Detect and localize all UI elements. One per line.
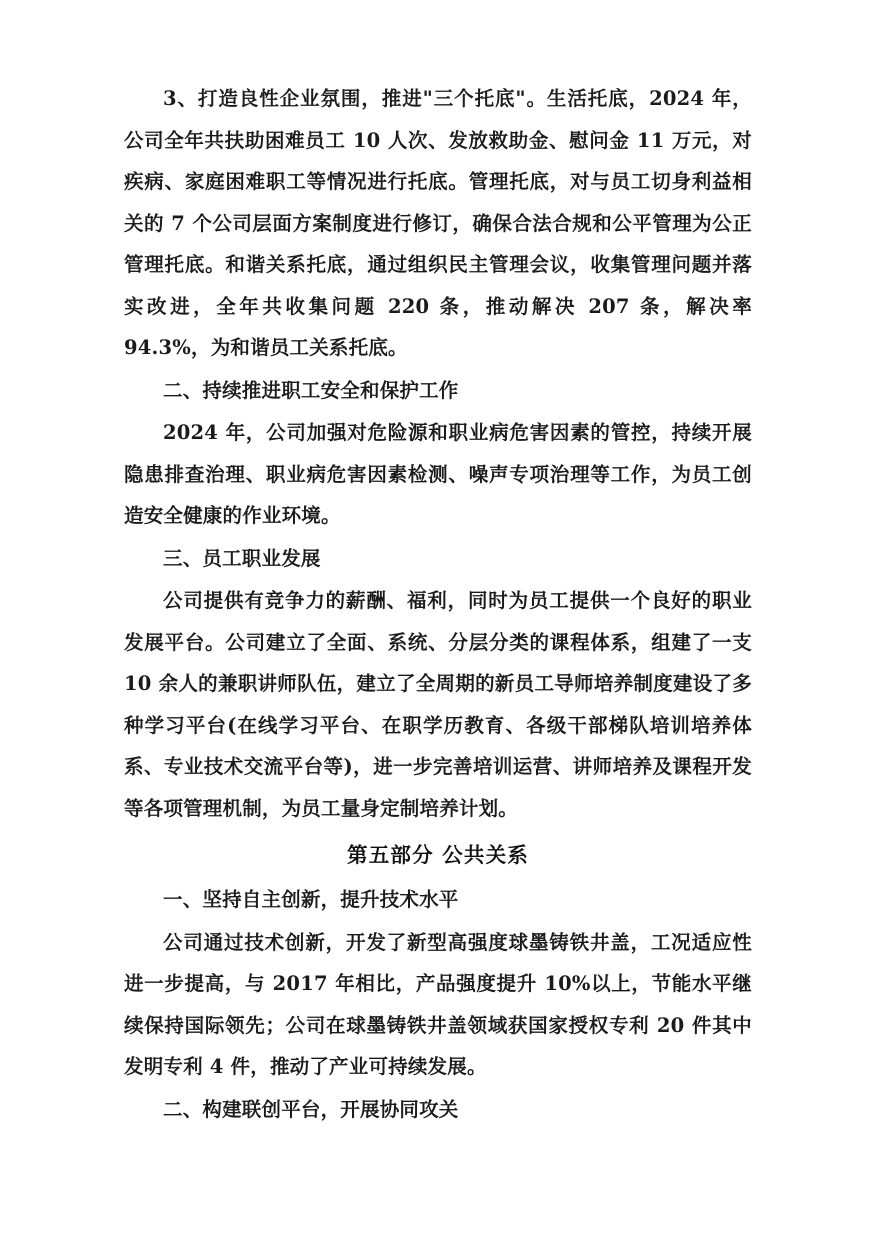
paragraph-three-guarantees: 3、打造良性企业氛围，推进"三个托底"。生活托底，2024 年，公司全年共扶助困难员工 10 人次、发放救助金、慰问金 11 万元，对疾病、家庭困难职工等情况进行托底。管理托底，对与员工切身利益相关的 7 个公司层面方案制度进行修订，确保合法合规和公平管理为公正管理托底。和谐关系托底，通过组织民主管理会议，收集管理问题并落实改进，全年共收集问题 220 条，推动解决 207 条，解决率 94.3%，为和谐员工关系托底。 bbox=[124, 87, 752, 359]
heading-pr-section-one: 一、坚持自主创新，提升技术水平 bbox=[163, 888, 459, 911]
paragraph-career-development: 公司提供有竞争力的薪酬、福利，同时为员工提供一个良好的职业发展平台。公司建立了全面、系统、分层分类的课程体系，组建了一支 10 余人的兼职讲师队伍，建立了全周期的新员工导师培养制度建设了多种学习平台(在线学习平台、在职学历教育、各级干部梯队培训培养体系、专业技术交流平台等)，进一步完善培训运营、讲师培养及课程开发等各项管理机制，为员工量身定制培养计划。 bbox=[124, 589, 752, 820]
paragraph-innovation: 公司通过技术创新，开发了新型高强度球墨铸铁井盖，工况适应性进一步提高，与 2017 年相比，产品强度提升 10%以上，节能水平继续保持国际领先；公司在球墨铸铁井盖领域获国家授权专利 20 件其中发明专利 4 件，推动了产业可持续发展。 bbox=[124, 930, 752, 1078]
document-body bbox=[124, 78, 752, 1131]
heading-part-five: 第五部分 公共关系 bbox=[347, 843, 529, 867]
heading-section-two: 二、持续推进职工安全和保护工作 bbox=[163, 378, 459, 402]
heading-section-three: 三、员工职业发展 bbox=[163, 546, 321, 570]
heading-pr-section-two: 二、构建联创平台，开展协同攻关 bbox=[163, 1097, 459, 1121]
paragraph-safety-protection: 2024 年，公司加强对危险源和职业病危害因素的管控，持续开展隐患排查治理、职业病危害因素检测、噪声专项治理等工作，为员工创造安全健康的作业环境。 bbox=[124, 421, 752, 527]
